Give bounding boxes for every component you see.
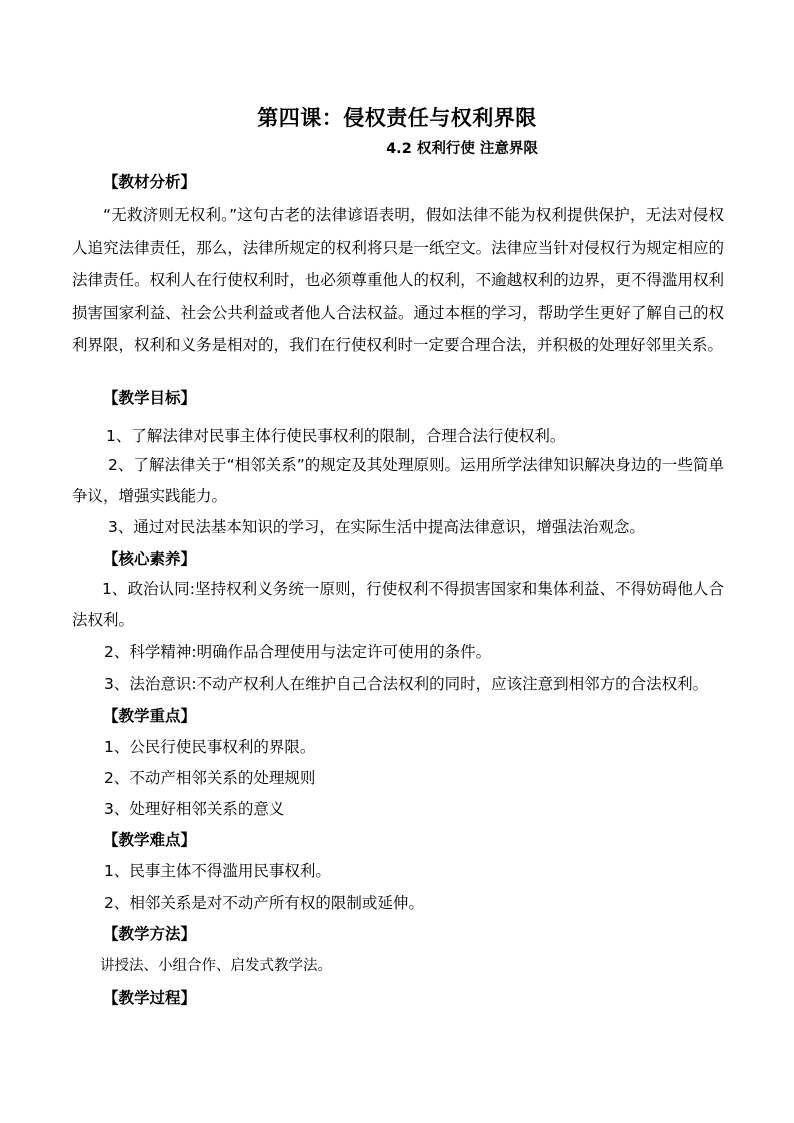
literacy-heading: 【核心素养】 (103, 550, 197, 568)
key-point-item-3: 3、处理好相邻关系的意义 (104, 800, 285, 818)
literacy-item-2: 2、科学精神:明确作品合理使用与法定许可使用的条件。 (104, 643, 492, 661)
literacy-item-3: 3、法治意识:不动产权利人在维护自己合法权利的同时，应该注意到相邻方的合法权利。 (104, 675, 709, 693)
difficulty-item-1: 1、民事主体不得滥用民事权利。 (104, 862, 331, 880)
methods-text: 讲授法、小组合作、启发式教学法。 (100, 958, 332, 974)
lesson-subtitle: 4.2 权利行使 注意界限 (386, 141, 538, 157)
goals-heading: 【教学目标】 (103, 389, 197, 407)
difficulty-item-2: 2、相邻关系是对不动产所有权的限制或延伸。 (104, 894, 424, 912)
goal-item-1: 1、了解法律对民事主体行使民事权利的限制，合理合法行使权利。 (106, 427, 566, 445)
goal-item-3: 3、通过对民法基本知识的学习，在实际生活中提高法律意识，增强法治观念。 (108, 518, 645, 536)
difficulties-heading: 【教学难点】 (103, 831, 197, 849)
methods-heading: 【教学方法】 (103, 925, 197, 943)
analysis-paragraph: “无救济则无权利。”这句古老的法律谚语表明，假如法律不能为权利提供保护，无法对侵权人追究法律责任，那么，法律所规定的权利将只是一纸空文。法律应当针对侵权行为规定相应的法律责任。权利人在行使权利时，也必须尊重他人的权利，不逾越权利的边界，更不得滥用权利损害国家利益、社会公共利益或者他人合法权益。通过本框的学习，帮助学生更好了解自己的权利界限，权利和义务是相对的，我们在行使权利时一定要合理合法，并积极的处理好邻里关系。 (72, 206, 724, 354)
goal-item-2: 2、了解法律关于“相邻关系”的规定及其处理原则。运用所学法律知识解决身边的一些简单争议，增强实践能力。 (72, 456, 724, 505)
key-point-item-2: 2、不动产相邻关系的处理规则 (104, 769, 316, 787)
key-point-item-1: 1、公民行使民事权利的界限。 (104, 738, 316, 756)
key-points-heading: 【教学重点】 (103, 707, 197, 725)
lesson-title: 第四课：侵权责任与权利界限 (257, 106, 537, 130)
literacy-item-1: 1、政治认同:坚持权利义务统一原则，行使权利不得损害国家和集体利益、不得妨碍他人合法权利。 (72, 580, 724, 629)
process-heading: 【教学过程】 (103, 989, 197, 1007)
analysis-heading: 【教材分析】 (103, 173, 197, 191)
